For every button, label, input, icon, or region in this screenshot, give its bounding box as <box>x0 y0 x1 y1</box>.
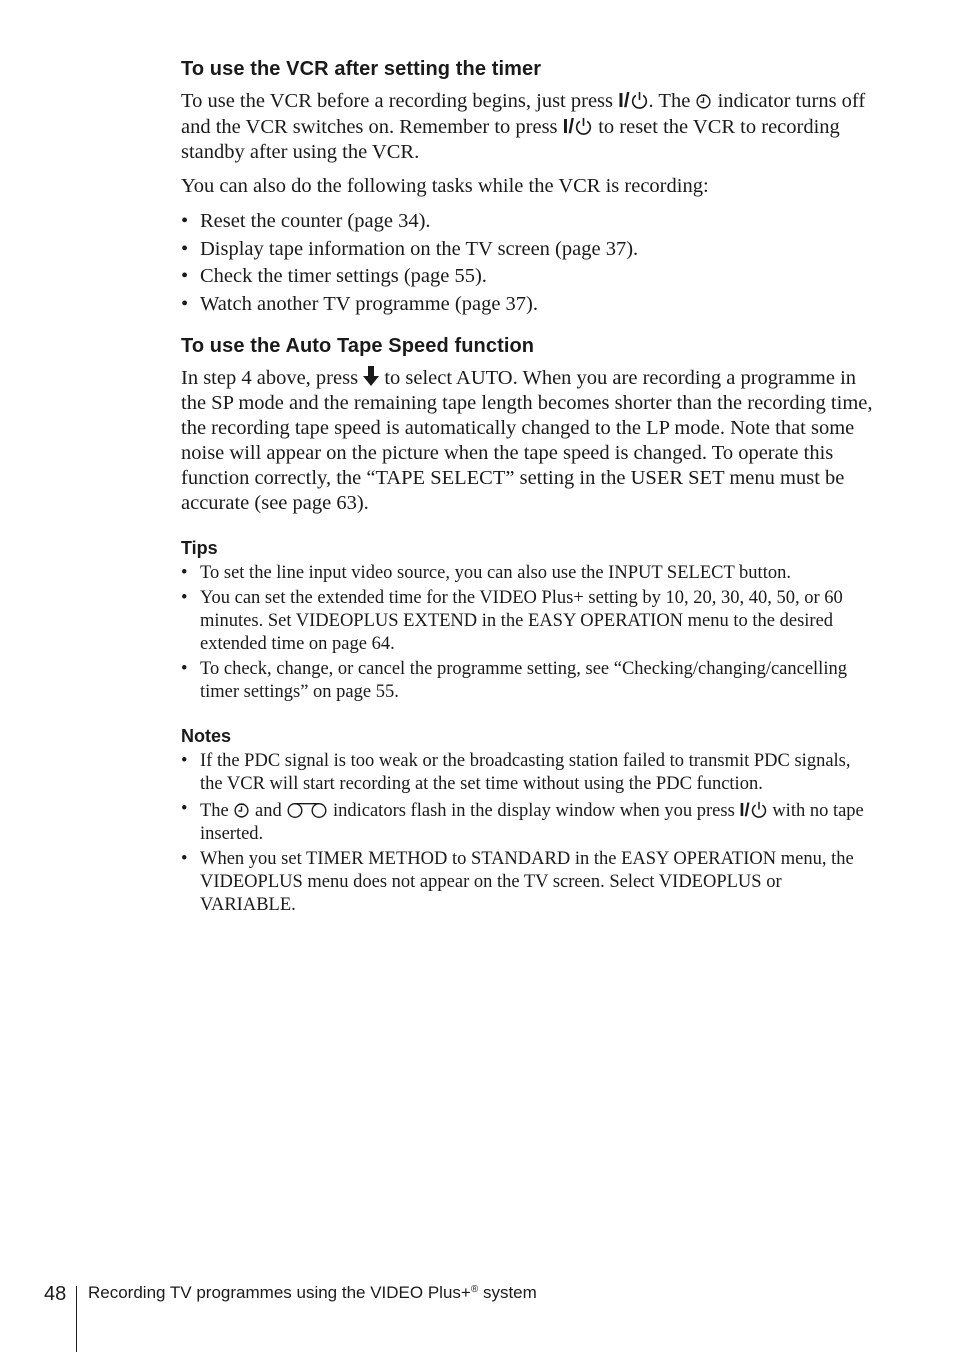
tape-icon <box>286 802 328 819</box>
list-item: • Reset the counter (page 34). <box>181 210 431 232</box>
timer-clock-icon <box>695 93 712 110</box>
list-item: • Watch another TV programme (page 37). <box>181 292 538 315</box>
recording-tasks-list <box>181 208 873 318</box>
list-item: • The and indicators flash in the display window when you press I/ with no tape inserted. <box>181 799 864 844</box>
running-title: Recording TV programmes using the VIDEO Plus+® system <box>88 1283 537 1302</box>
list-item: • Check the timer settings (page 55). <box>181 265 487 287</box>
footer-divider <box>76 1286 77 1352</box>
power-icon <box>630 90 649 110</box>
notes-list <box>181 750 873 917</box>
list-item: • If the PDC signal is too weak or the broadcasting station failed to transmit PDC signals, the VCR will start recording at the set time without using the PDC function. <box>181 751 851 794</box>
registered-mark: ® <box>470 1284 479 1295</box>
list-item: • To set the line input video source, you can also use the INPUT SELECT button. <box>181 563 791 583</box>
list-item: • Display tape information on the TV screen (page 37). <box>181 237 639 260</box>
page-content <box>181 56 873 919</box>
section-heading-timer: To use the VCR after setting the timer <box>181 58 542 80</box>
page-number: 48 <box>44 1283 67 1305</box>
down-arrow-icon <box>363 365 379 387</box>
list-item: • To check, change, or cancel the programme setting, see “Checking/changing/cancelling timer settings” on page 55. <box>181 659 847 702</box>
notes-heading: Notes <box>181 726 232 746</box>
timer-paragraph-1: To use the VCR before a recording begins, just press I/ . The indicator turns off and the VCR switches on. Remember to press I/ to reset the VCR to recording standby after using the VCR. <box>181 89 866 163</box>
list-item: • When you set TIMER METHOD to STANDARD in the EASY OPERATION menu, the VIDEOPLUS menu does not appear on the TV screen. Select VIDEOPLUS or VARIABLE. <box>181 849 854 915</box>
power-button-symbol: I/ <box>618 89 648 112</box>
tips-list <box>181 562 873 704</box>
power-icon <box>750 800 768 819</box>
tips-heading: Tips <box>181 538 218 558</box>
power-button-symbol: I/ <box>739 799 767 820</box>
timer-paragraph-2: You can also do the following tasks while the VCR is recording: <box>181 175 709 197</box>
timer-clock-icon <box>233 802 250 819</box>
power-button-symbol: I/ <box>563 115 593 138</box>
power-icon <box>574 116 593 136</box>
page-footer <box>0 1280 954 1352</box>
auto-tape-speed-paragraph: In step 4 above, press to select AUTO. When you are recording a programme in the SP mode and the remaining tape length becomes shorter than the recording time, the recording tape speed is automatically changed to the LP mode. Note that some noise will appear on the picture when the tape speed is changed. To operate this function correctly, the “TAPE SELECT” setting in the USER SET menu must be accurate (see page 63). <box>181 367 873 514</box>
section-heading-auto-tape-speed: To use the Auto Tape Speed function <box>181 335 535 357</box>
list-item: • You can set the extended time for the VIDEO Plus+ setting by 10, 20, 30, 40, 50, or 60 minutes. Set VIDEOPLUS EXTEND in the EASY OPERATION menu to the desired extended time on page 64. <box>181 588 843 654</box>
